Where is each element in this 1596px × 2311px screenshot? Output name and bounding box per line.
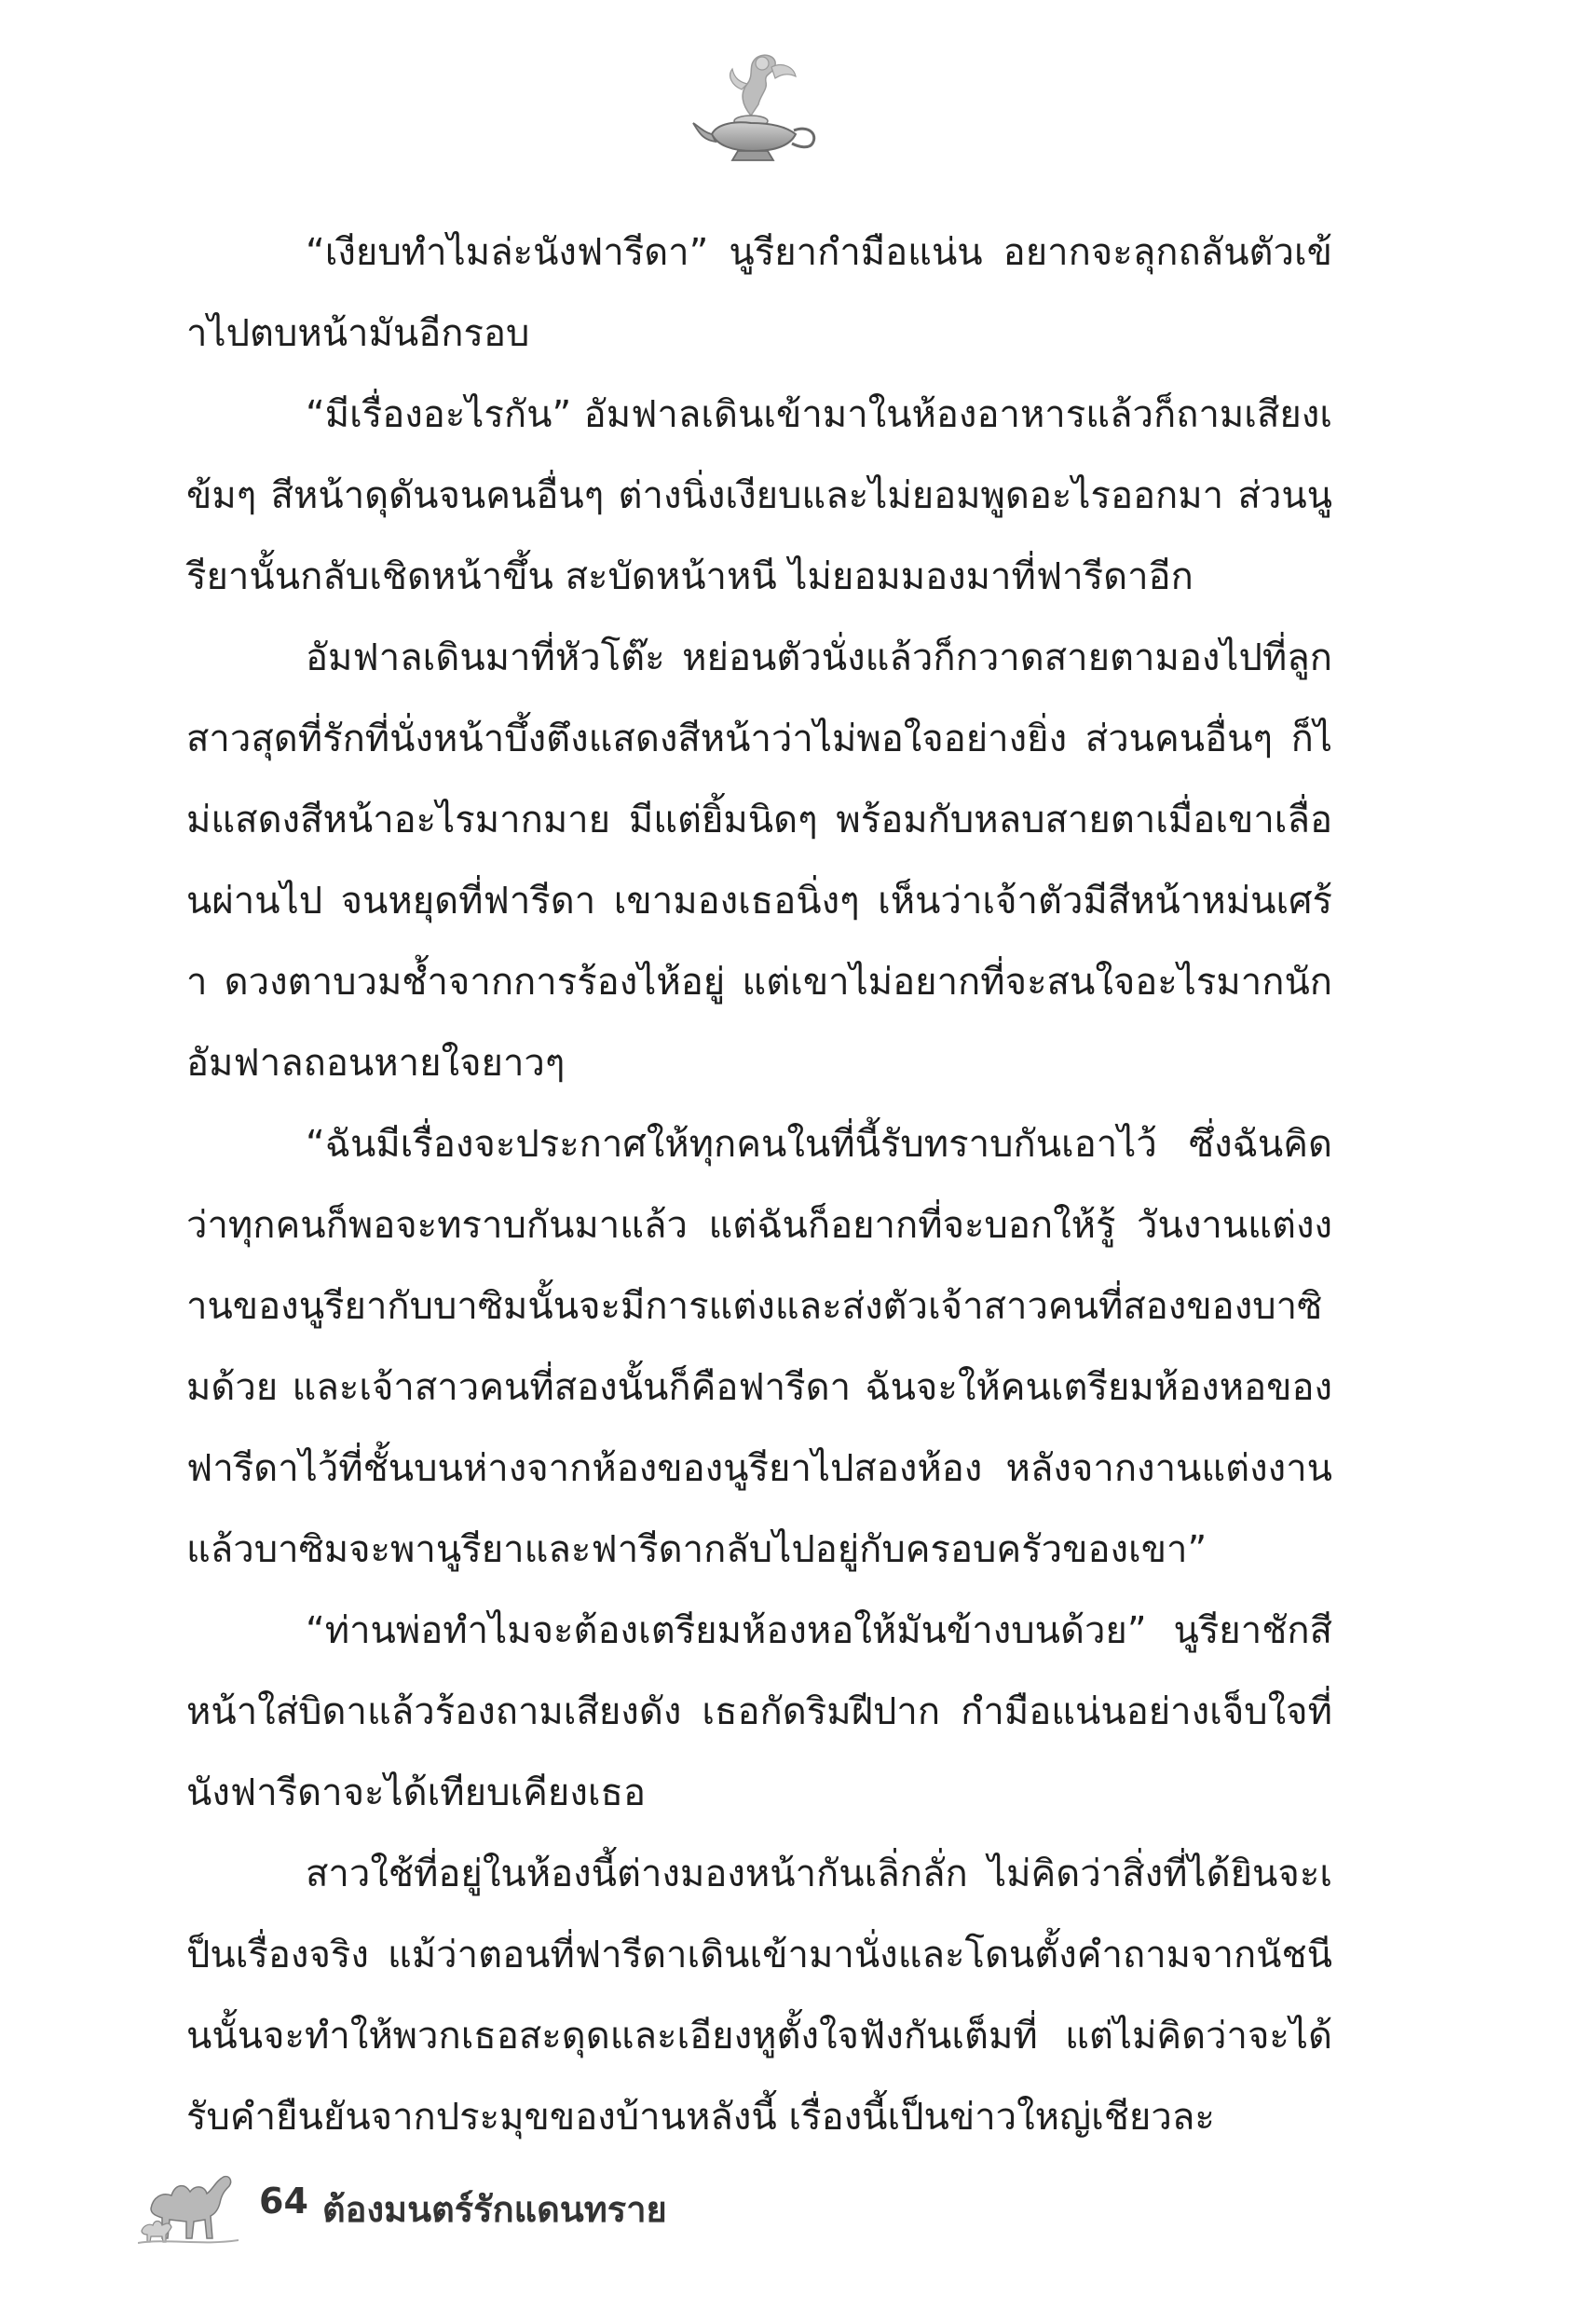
body-text [186, 212, 1332, 2158]
paragraph: “ฉันมีเรื่องจะประกาศให้ทุกคนในที่นี้รับทราบกันเอาไว้ ซึ่งฉันคิดว่าทุกคนก็พอจะทราบกันมาแล้ว แต่ฉันก็อยากที่จะบอกให้รู้ วันงานแต่งงานของนูรียากับบาซิมนั้นจะมีการแต่งและส่งตัวเจ้าสาวคนที่สองของบาซิมด้วย และเจ้าสาวคนที่สองนั้นก็คือฟารีดา ฉันจะให้คนเตรียมห้องหอของฟารีดาไว้ที่ชั้นบนห่างจากห้องของนูรียาไปสองห้อง หลังจากงานแต่งงานแล้วบาซิมจะพานูรียาและฟารีดากลับไปอยู่กับครอบครัวของเขา” [186, 1123, 1332, 1571]
paragraph: “มีเรื่องอะไรกัน” อัมฟาลเดินเข้ามาในห้องอาหารแล้วก็ถามเสียงเข้มๆ สีหน้าดุดันจนคนอื่นๆ ต่างนิ่งเงียบและไม่ยอมพูดอะไรออกมา ส่วนนูรียานั้นกลับเชิดหน้าขึ้น สะบัดหน้าหนี ไม่ยอมมองมาที่ฟารีดาอีก [186, 393, 1332, 598]
paragraph: “ท่านพ่อทำไมจะต้องเตรียมห้องหอให้มันข้างบนด้วย” นูรียาชักสีหน้าใส่บิดาแล้วร้องถามเสียงดัง เธอกัดริมฝีปาก กำมือแน่นอย่างเจ็บใจที่นังฟารีดาจะได้เทียบเคียงเธอ [186, 1609, 1332, 1814]
paragraph: สาวใช้ที่อยู่ในห้องนี้ต่างมองหน้ากันเลิ่กลั่ก ไม่คิดว่าสิ่งที่ได้ยินจะเป็นเรื่องจริง แม้ว่าตอนที่ฟารีดาเดินเข้ามานั่งและโดนตั้งคำถามจากนัชนีนนั้นจะทำให้พวกเธอสะดุดและเอียงหูตั้งใจฟังกันเต็มที่ แต่ไม่คิดว่าจะได้รับคำยืนยันจากประมุขของบ้านหลังนี้ เรื่องนี้เป็นข่าวใหญ่เชียวละ [186, 1853, 1332, 2139]
magic-lamp-genie-icon [686, 48, 825, 170]
book-title: ต้องมนตร์รักแดนทราย [322, 2189, 667, 2230]
paragraph: “เงียบทำไมล่ะนังฟารีดา” นูรียากำมือแน่น อยากจะลุกถลันตัวเข้าไปตบหน้ามันอีกรอบ [186, 231, 1332, 355]
page-footer [130, 2153, 783, 2255]
camel-icon [138, 2153, 239, 2246]
paragraph: อัมฟาลเดินมาที่หัวโต๊ะ หย่อนตัวนั่งแล้วก็กวาดสายตามองไปที่ลูกสาวสุดที่รักที่นั่งหน้าบึ้งตึงแสดงสีหน้าว่าไม่พอใจอย่างยิ่ง ส่วนคนอื่นๆ ก็ไม่แสดงสีหน้าอะไรมากมาย มีแต่ยิ้มนิดๆ พร้อมกับหลบสายตาเมื่อเขาเลื่อนผ่านไป จนหยุดที่ฟารีดา เขามองเธอนิ่งๆ เห็นว่าเจ้าตัวมีสีหน้าหม่นเศร้า ดวงตาบวมช้ำจากการร้องไห้อยู่ แต่เขาไม่อยากที่จะสนใจอะไรมากนัก อัมฟาลถอนหายใจยาวๆ [186, 636, 1332, 1085]
page-number: 64 [259, 2181, 308, 2222]
